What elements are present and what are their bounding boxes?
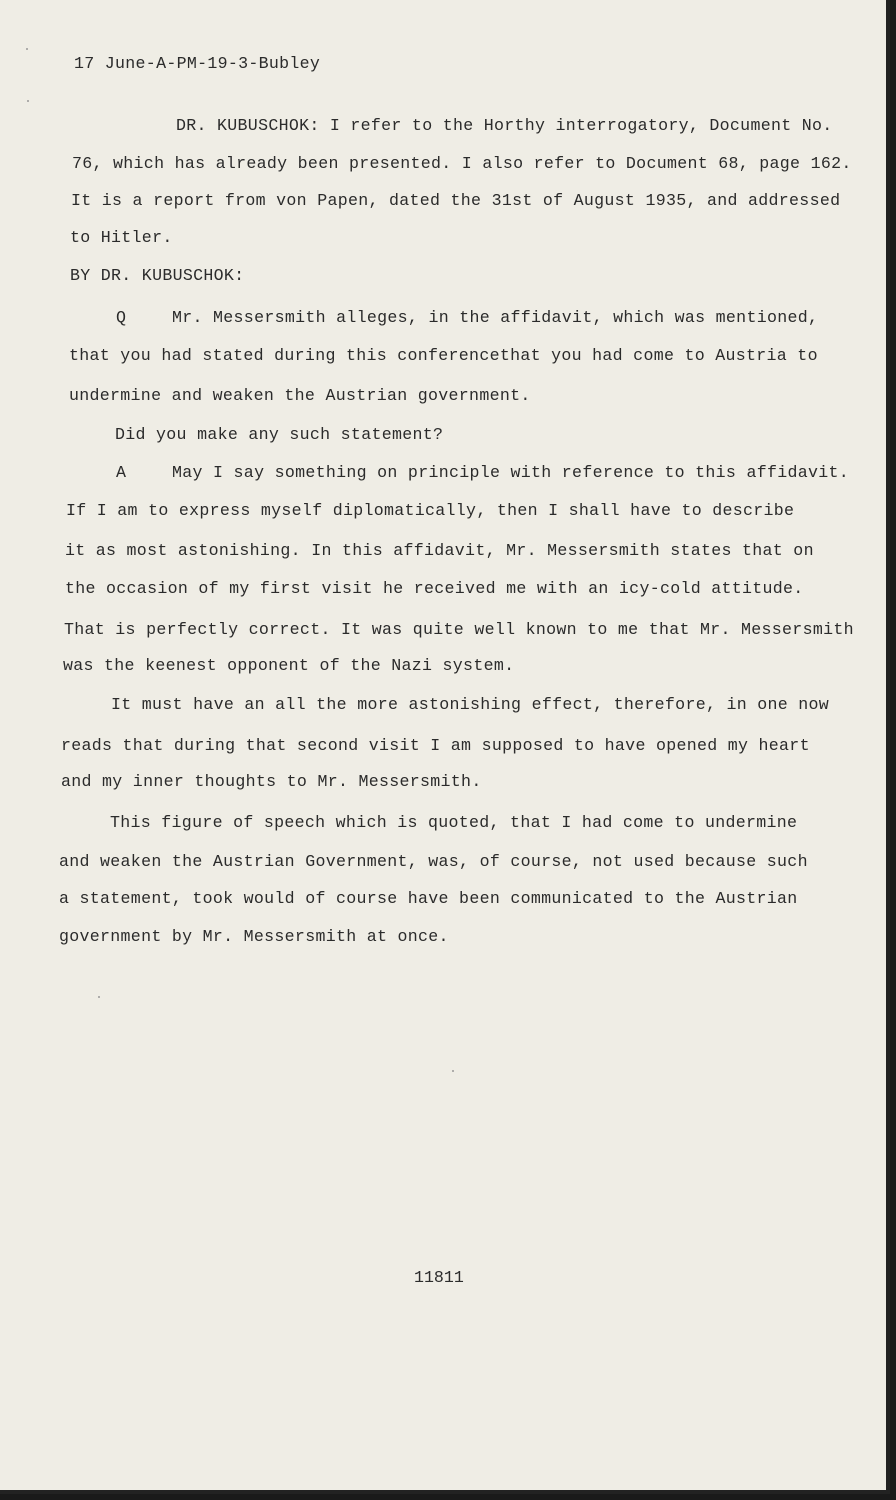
text-line: reads that during that second visit I am supposed to have opened my heart bbox=[61, 736, 810, 755]
text-line: It must have an all the more astonishing effect, therefore, in one now bbox=[111, 695, 830, 714]
text-line: that you had stated during this conferencethat you had come to Austria to bbox=[69, 346, 818, 365]
speaker-heading: BY DR. KUBUSCHOK: bbox=[70, 266, 245, 285]
text-line: and my inner thoughts to Mr. Messersmith. bbox=[61, 772, 482, 791]
text-line: That is perfectly correct. It was quite well known to me that Mr. Messersmith bbox=[64, 620, 854, 639]
document-header: 17 June-A-PM-19-3-Bubley bbox=[74, 54, 321, 73]
page-number: 11811 bbox=[414, 1268, 464, 1287]
text-line: a statement, took would of course have been communicated to the Austrian bbox=[59, 889, 798, 908]
text-line: it as most astonishing. In this affidavit, Mr. Messersmith states that on bbox=[65, 541, 814, 560]
paper-speck bbox=[98, 996, 100, 998]
text-line: Did you make any such statement? bbox=[115, 425, 444, 444]
text-line: DR. KUBUSCHOK: I refer to the Horthy interrogatory, Document No. bbox=[176, 116, 833, 135]
paper-speck bbox=[26, 48, 28, 50]
paper-speck bbox=[27, 100, 29, 102]
text-line: It is a report from von Papen, dated the 31st of August 1935, and addressed bbox=[71, 191, 841, 210]
text-line: If I am to express myself diplomatically, then I shall have to describe bbox=[66, 501, 795, 520]
text-line: was the keenest opponent of the Nazi system. bbox=[63, 656, 515, 675]
text-line: May I say something on principle with reference to this affidavit. bbox=[172, 463, 850, 482]
text-line: government by Mr. Messersmith at once. bbox=[59, 927, 449, 946]
text-line: and weaken the Austrian Government, was, of course, not used because such bbox=[59, 852, 808, 871]
question-line bbox=[116, 308, 818, 327]
text-line: This figure of speech which is quoted, that I had come to undermine bbox=[110, 813, 798, 832]
answer-marker: A bbox=[116, 463, 127, 482]
question-marker: Q bbox=[116, 308, 127, 327]
paper-speck bbox=[452, 1070, 454, 1072]
text-line: the occasion of my first visit he received me with an icy-cold attitude. bbox=[65, 579, 804, 598]
text-line: Mr. Messersmith alleges, in the affidavit, which was mentioned, bbox=[172, 308, 819, 327]
text-line: to Hitler. bbox=[70, 228, 173, 247]
answer-line bbox=[116, 463, 849, 482]
text-line: 76, which has already been presented. I also refer to Document 68, page 162. bbox=[72, 154, 852, 173]
text-line: undermine and weaken the Austrian government. bbox=[69, 386, 531, 405]
